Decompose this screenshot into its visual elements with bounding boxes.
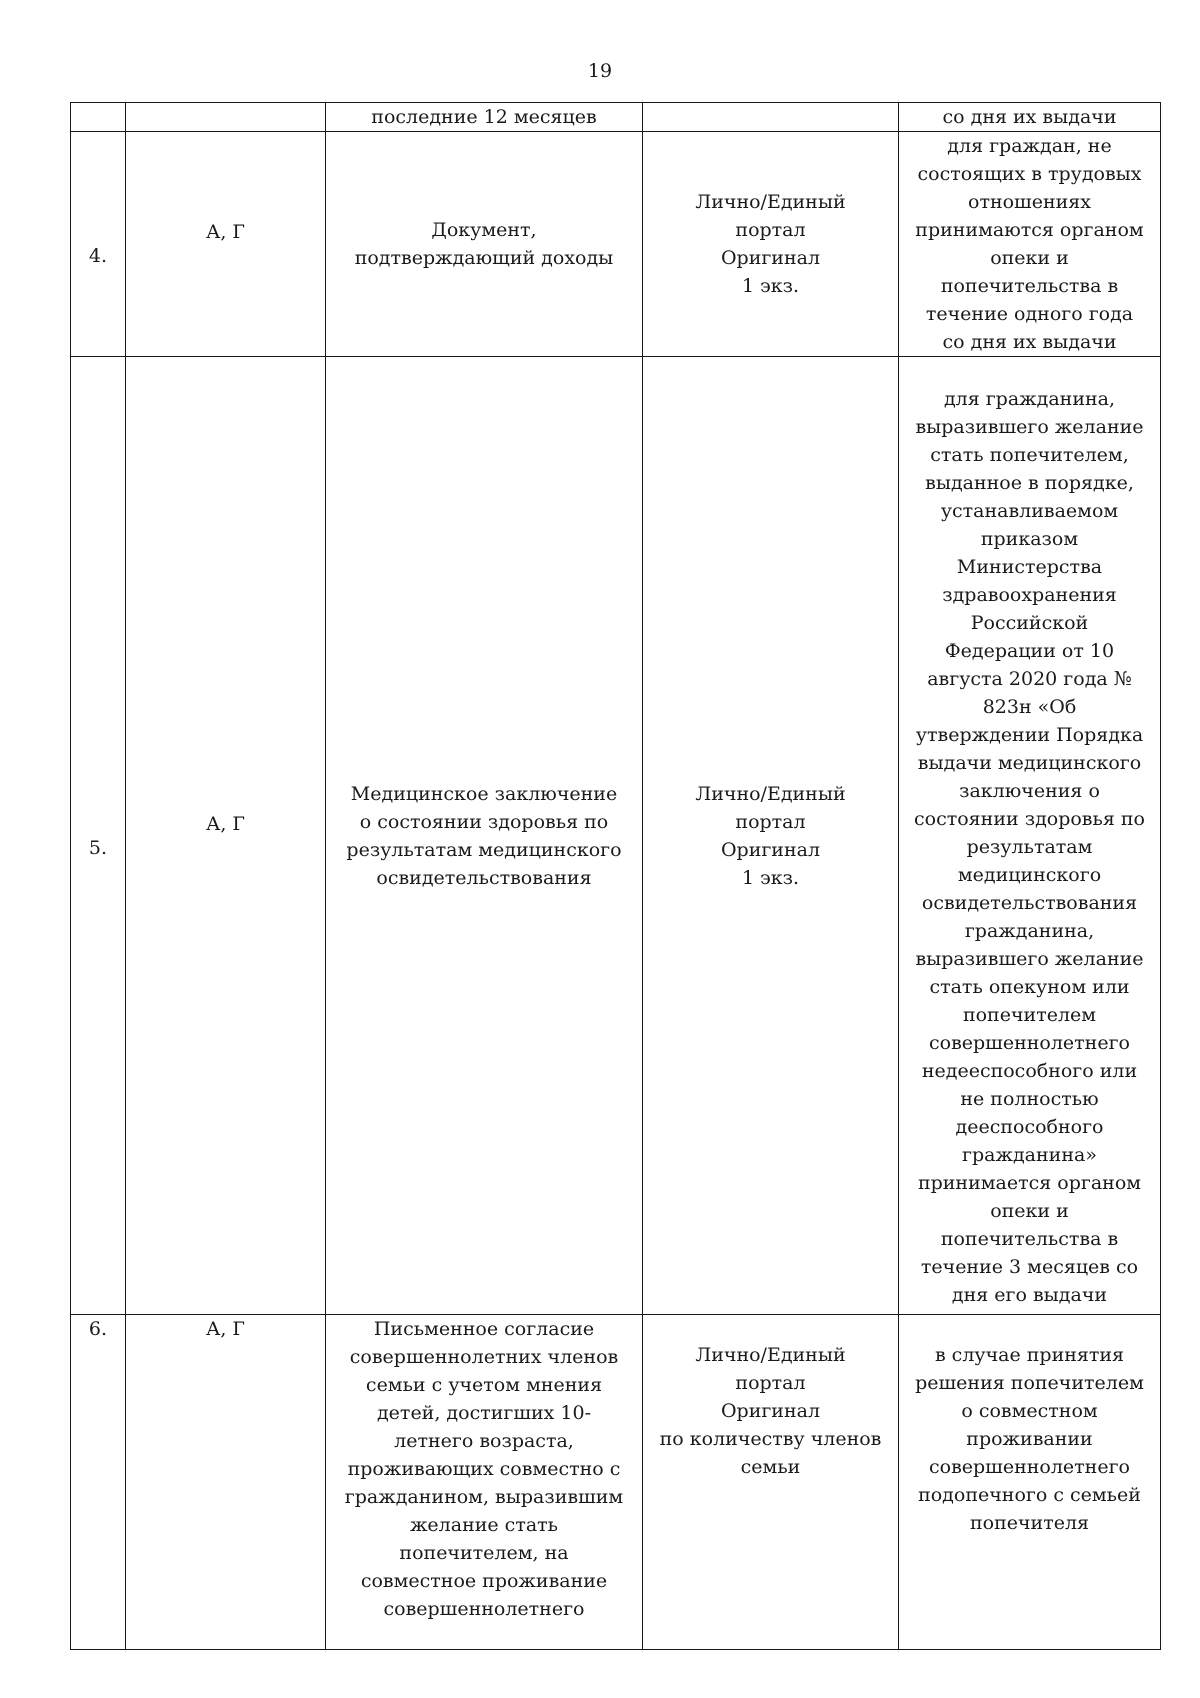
category-text: А, Г: [205, 812, 246, 835]
cell-document: последние 12 месяцев: [326, 103, 643, 132]
cell-submission: [643, 357, 899, 1315]
cell-category: [126, 357, 326, 1315]
cell-num: [71, 357, 126, 1315]
cell-note: со дня их выдачи: [899, 103, 1161, 132]
cell-category: [126, 103, 326, 132]
submission-text: Лично/Единый портал Оригинал по количеству членов семьи: [659, 1344, 882, 1478]
cell-document: [326, 132, 643, 357]
category-text: А, Г: [205, 221, 246, 243]
row-number: 6.: [88, 1318, 108, 1340]
cell-submission: [643, 103, 899, 132]
note-text: для гражданина, выразившего желание стать попечителем, выданное в порядке, устанавливаемом приказом Министерства здравоохранения Российской Федерации от 10 августа 2020 года № 823н «Об утверждении Порядка выдачи медицинского заключения о состоянии здоровья по результатам медицинского освидетельствования гражданина, выразившего желание стать опекуном или попечителем совершеннолетнего недееспособного или не полностью дееспособного гражданина» принимается органом опеки и попечительства в течение 3 месяцев со дня его выдачи: [914, 387, 1145, 1306]
cell-document: [326, 1315, 643, 1650]
submission-text: Лично/Единый портал Оригинал 1 экз.: [695, 191, 846, 297]
cell-submission: [643, 132, 899, 357]
cell-submission: [643, 1315, 899, 1650]
document-text: Письменное согласие совершеннолетних членов семьи с учетом мнения детей, достигших 10- летнего возраста, проживающих совместно с гражданином, выразившим желание стать попечителем, на совместное проживание совершеннолетнего: [344, 1318, 624, 1620]
cell-num: [71, 103, 126, 132]
row-number: 4.: [88, 245, 108, 267]
document-text: Документ, подтверждающий доходы: [354, 219, 614, 269]
cell-note: [899, 132, 1161, 357]
table-row: [71, 1315, 1161, 1650]
cell-category: [126, 132, 326, 357]
table-row: [71, 132, 1161, 357]
documents-table: [70, 102, 1161, 1650]
cell-category: [126, 1315, 326, 1650]
table-row: [71, 357, 1161, 1315]
page-number: 19: [587, 60, 613, 82]
cell-note: [899, 357, 1161, 1315]
note-text: в случае принятия решения попечителем о совместном проживании совершеннолетнего подопечного с семьей попечителя: [915, 1344, 1144, 1534]
cell-document: [326, 357, 643, 1315]
category-text: А, Г: [205, 1318, 246, 1340]
cell-note: [899, 1315, 1161, 1650]
table-row-continuation: [71, 103, 1161, 132]
row-number: 5.: [88, 836, 108, 859]
cell-num: [71, 132, 126, 357]
cell-num: [71, 1315, 126, 1650]
submission-text: Лично/Единый портал Оригинал 1 экз.: [695, 782, 846, 889]
note-text: для граждан, не состоящих в трудовых отношениях принимаются органом опеки и попечительства в течение одного года со дня их выдачи: [915, 135, 1144, 353]
document-text: Медицинское заключение о состоянии здоровья по результатам медицинского освидетельствования: [346, 782, 622, 889]
